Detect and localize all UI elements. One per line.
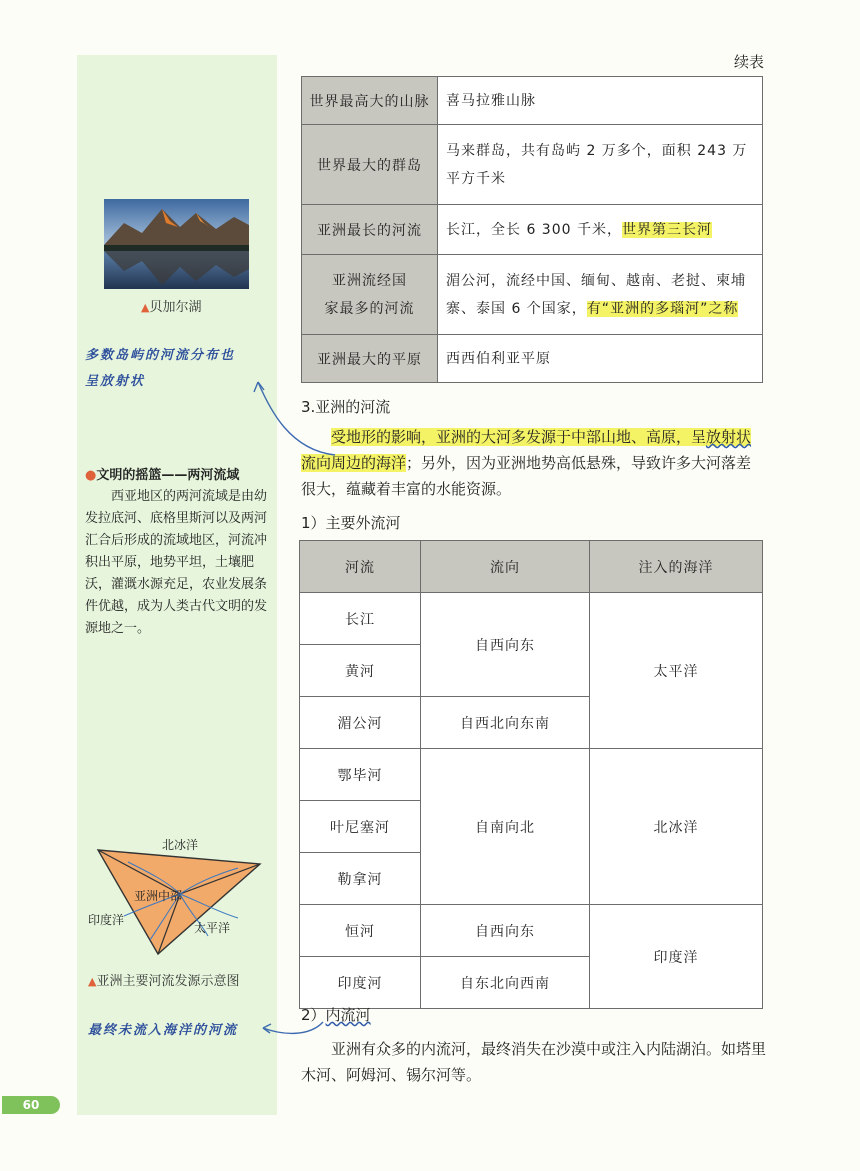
column-header: 注入的海洋 bbox=[590, 541, 763, 593]
row-value bbox=[438, 255, 763, 335]
handwritten-note: 最终未流入海洋的河流 bbox=[88, 1023, 239, 1038]
value-text: 湄公河，流经中国、缅甸、越南、老挝、柬埔寨、泰国 6 个国家， bbox=[446, 272, 746, 317]
highlighted-text: 流向周边的海洋 bbox=[301, 454, 407, 472]
direction-cell: 自西北向东南 bbox=[421, 697, 590, 749]
triangle-icon: ▲ bbox=[88, 975, 97, 988]
river-cell: 长江 bbox=[300, 593, 421, 645]
river-cell: 叶尼塞河 bbox=[300, 801, 421, 853]
bullet-icon: ● bbox=[85, 468, 97, 483]
row-label bbox=[302, 255, 438, 335]
table-row bbox=[302, 125, 763, 205]
box-title bbox=[85, 464, 239, 483]
label-line: 亚洲流经国 bbox=[332, 272, 407, 289]
river-source-diagram bbox=[88, 832, 268, 962]
lake-photo bbox=[104, 199, 249, 289]
direction-cell: 自南向北 bbox=[421, 749, 590, 905]
handwritten-note bbox=[85, 343, 235, 395]
row-value: 西西伯利亚平原 bbox=[438, 335, 763, 383]
ocean-cell: 北冰洋 bbox=[590, 749, 763, 905]
direction-cell: 自西向东 bbox=[421, 593, 590, 697]
box-text: 西亚地区的两河流域是由幼发拉底河、底格里斯河以及两河汇合后形成的流域地区，河流冲积出平原，地势平坦，土壤肥沃，灌溉水源充足，农业发展条件优越，成为人类古代文明的发源地之一。 bbox=[85, 489, 268, 636]
row-label: 世界最高大的山脉 bbox=[302, 77, 438, 125]
row-label: 亚洲最长的河流 bbox=[302, 205, 438, 255]
table-row bbox=[302, 77, 763, 125]
wavy-term: 内流河 bbox=[325, 1006, 371, 1024]
facts-table bbox=[301, 76, 763, 383]
table-row bbox=[302, 255, 763, 335]
caption-text: 亚洲主要河流发源示意图 bbox=[96, 974, 240, 989]
river-cell: 勒拿河 bbox=[300, 853, 421, 905]
note-line: 呈放射状 bbox=[85, 374, 146, 389]
highlighted-text: 世界第三长河 bbox=[621, 221, 712, 238]
ocean-cell: 太平洋 bbox=[590, 593, 763, 749]
table-row bbox=[300, 593, 763, 645]
label-center: 亚洲中部 bbox=[134, 889, 183, 903]
label-line: 家最多的河流 bbox=[324, 300, 415, 317]
river-cell: 恒河 bbox=[300, 905, 421, 957]
section-title: 3.亚洲的河流 bbox=[301, 398, 391, 416]
page-number: 60 bbox=[2, 1096, 60, 1114]
row-label: 世界最大的群岛 bbox=[302, 125, 438, 205]
direction-cell: 自东北向西南 bbox=[421, 957, 590, 1009]
river-cell: 印度河 bbox=[300, 957, 421, 1009]
table-row bbox=[302, 205, 763, 255]
subsection-title: 1）主要外流河 bbox=[301, 514, 401, 532]
label-east: 太平洋 bbox=[194, 921, 231, 935]
column-header: 河流 bbox=[300, 541, 421, 593]
ocean-cell: 印度洋 bbox=[590, 905, 763, 1009]
rivers-table bbox=[299, 540, 763, 1009]
note-line: 多数岛屿的河流分布也 bbox=[85, 348, 236, 363]
row-value: 喜马拉雅山脉 bbox=[438, 77, 763, 125]
highlighted-text: 有“亚洲的多瑙河”之称 bbox=[586, 300, 739, 317]
wavy-term: 放射状 bbox=[706, 428, 752, 446]
row-value: 马来群岛，共有岛屿 2 万多个，面积 243 万平方千米 bbox=[438, 125, 763, 205]
table-header-row bbox=[300, 541, 763, 593]
photo-caption bbox=[141, 296, 201, 315]
paragraph-text: ；另外，因为亚洲地势高低悬殊，导致许多大河落差很大，蕴藏着丰富的水能资源。 bbox=[301, 454, 752, 498]
table-row bbox=[302, 335, 763, 383]
direction-cell: 自西向东 bbox=[421, 905, 590, 957]
annotation-arrow bbox=[255, 1012, 327, 1042]
subsection-prefix: 2） bbox=[301, 1006, 326, 1024]
caption-text: 贝加尔湖 bbox=[149, 300, 202, 315]
inland-river-paragraph: 亚洲有众多的内流河，最终消失在沙漠中或注入内陆湖泊。如塔里木河、阿姆河、锡尔河等。 bbox=[301, 1040, 767, 1084]
value-text: 长江，全长 6 300 千米， bbox=[446, 221, 622, 238]
river-cell: 黄河 bbox=[300, 645, 421, 697]
box-title-text: 文明的摇篮——两河流域 bbox=[96, 468, 240, 483]
table-row bbox=[300, 749, 763, 801]
river-cell: 湄公河 bbox=[300, 697, 421, 749]
section-paragraph bbox=[301, 424, 766, 502]
triangle-icon: ▲ bbox=[141, 301, 150, 314]
row-label: 亚洲最大的平原 bbox=[302, 335, 438, 383]
diagram-caption bbox=[88, 970, 239, 989]
table-row bbox=[300, 905, 763, 957]
highlighted-text: 受地形的影响，亚洲的大河多发源于中部山地、高原，呈 bbox=[331, 428, 707, 446]
label-west: 印度洋 bbox=[88, 913, 125, 927]
row-value bbox=[438, 205, 763, 255]
column-header: 流向 bbox=[421, 541, 590, 593]
continued-label: 续表 bbox=[733, 53, 764, 71]
river-cell: 鄂毕河 bbox=[300, 749, 421, 801]
annotation-arrow bbox=[230, 370, 340, 460]
label-north: 北冰洋 bbox=[162, 838, 199, 852]
